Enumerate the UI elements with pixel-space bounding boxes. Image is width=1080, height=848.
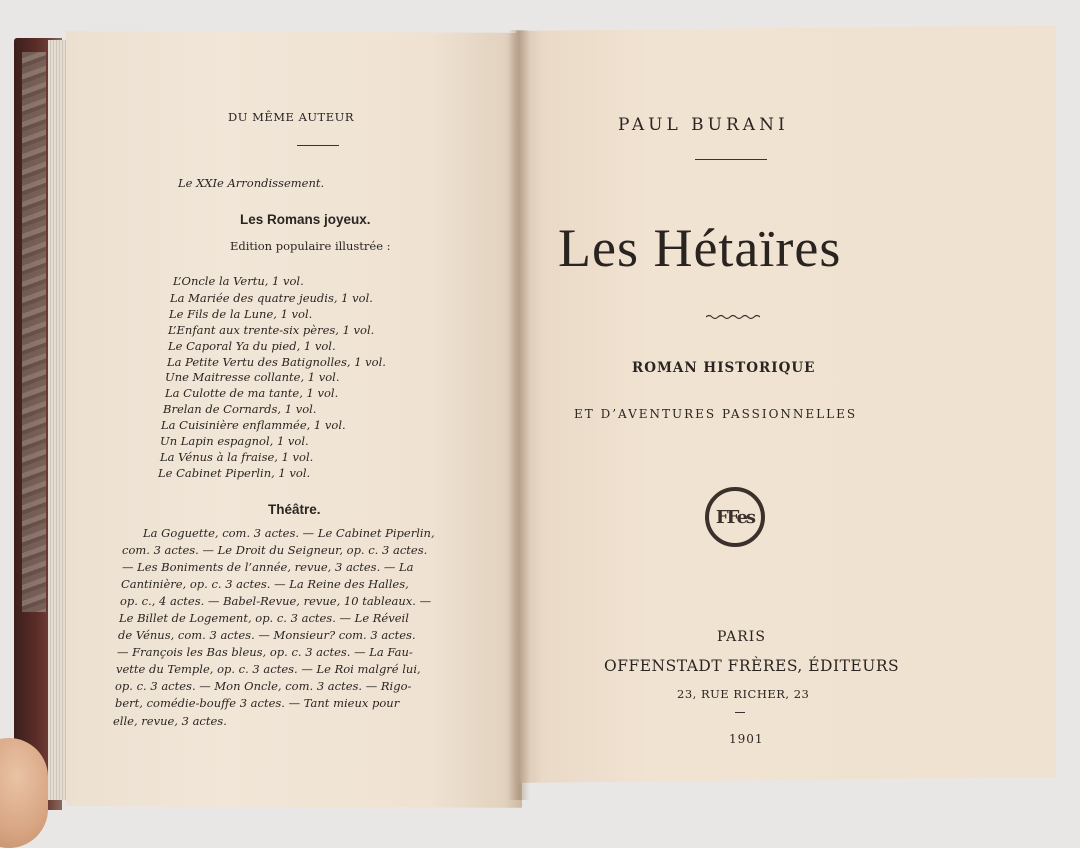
- list-item: La Mariée des quatre jeudis, 1 vol.: [170, 291, 373, 305]
- list-item: L’Enfant aux trente-six pères, 1 vol.: [168, 323, 375, 337]
- theatre-line: vette du Temple, op. c. 3 actes. — Le Roi malgré lui,: [116, 662, 421, 676]
- list-item: Un Lapin espagnol, 1 vol.: [160, 434, 309, 448]
- author-name: PAUL BURANI: [618, 115, 789, 135]
- publisher-name: OFFENSTADT FRÈRES, ÉDITEURS: [604, 657, 900, 675]
- list-item: L’Oncle la Vertu, 1 vol.: [173, 274, 304, 288]
- publication-year: 1901: [729, 732, 764, 746]
- theatre-line: Cantinière, op. c. 3 actes. — La Reine des Halles,: [121, 577, 409, 591]
- list-item: Brelan de Cornards, 1 vol.: [163, 402, 317, 416]
- list-item: La Cuisinière enflammée, 1 vol.: [161, 418, 346, 432]
- book-title: Les Hétaïres: [558, 218, 842, 278]
- subtitle-roman: ROMAN HISTORIQUE: [632, 360, 816, 376]
- header-rule: [297, 145, 339, 146]
- thumb: [0, 738, 48, 848]
- list-item: La Petite Vertu des Batignolles, 1 vol.: [167, 355, 386, 369]
- theatre-line: op. c., 4 actes. — Babel-Revue, revue, 10 tableaux. —: [120, 594, 432, 608]
- list-item: La Vénus à la fraise, 1 vol.: [160, 450, 314, 464]
- publisher-monogram-icon: [705, 487, 765, 547]
- list-item: Le Fils de la Lune, 1 vol.: [169, 307, 313, 321]
- theatre-heading: Théâtre.: [268, 502, 321, 517]
- series-subtitle: Edition populaire illustrée :: [230, 239, 391, 253]
- monogram-text: FFes: [715, 506, 755, 528]
- ornamental-rule: [706, 314, 760, 320]
- theatre-line: de Vénus, com. 3 actes. — Monsieur? com. 3 actes.: [118, 628, 416, 642]
- theatre-line: com. 3 actes. — Le Droit du Seigneur, op. c. 3 actes.: [122, 543, 428, 557]
- marbled-endpaper: [22, 52, 46, 612]
- city: PARIS: [717, 629, 766, 645]
- theatre-line: — François les Bas bleus, op. c. 3 actes. — La Fau-: [117, 645, 413, 659]
- theatre-line: Le Billet de Logement, op. c. 3 actes. — Le Réveil: [119, 611, 409, 625]
- list-item: Le Caporal Ya du pied, 1 vol.: [168, 339, 336, 353]
- gutter-shadow: [508, 30, 530, 800]
- address-rule: [735, 712, 745, 713]
- subtitle-aventures: ET D’AVENTURES PASSIONNELLES: [574, 407, 858, 421]
- theatre-line: — Les Boniments de l’année, revue, 3 actes. — La: [122, 560, 414, 574]
- series-title: Les Romans joyeux.: [240, 212, 371, 227]
- left-page-header: DU MÊME AUTEUR: [228, 110, 354, 124]
- theatre-line: elle, revue, 3 actes.: [113, 714, 227, 728]
- theatre-line: bert, comédie-bouffe 3 actes. — Tant mieux pour: [115, 696, 400, 710]
- author-rule: [695, 159, 767, 160]
- first-title: Le XXIe Arrondissement.: [178, 176, 325, 190]
- list-item: Le Cabinet Piperlin, 1 vol.: [158, 466, 311, 480]
- theatre-line: op. c. 3 actes. — Mon Oncle, com. 3 actes. — Rigo-: [115, 679, 412, 693]
- list-item: Une Maitresse collante, 1 vol.: [165, 370, 340, 384]
- list-item: La Culotte de ma tante, 1 vol.: [165, 386, 339, 400]
- theatre-line: La Goguette, com. 3 actes. — Le Cabinet Piperlin,: [143, 526, 435, 540]
- publisher-address: 23, RUE RICHER, 23: [677, 687, 810, 701]
